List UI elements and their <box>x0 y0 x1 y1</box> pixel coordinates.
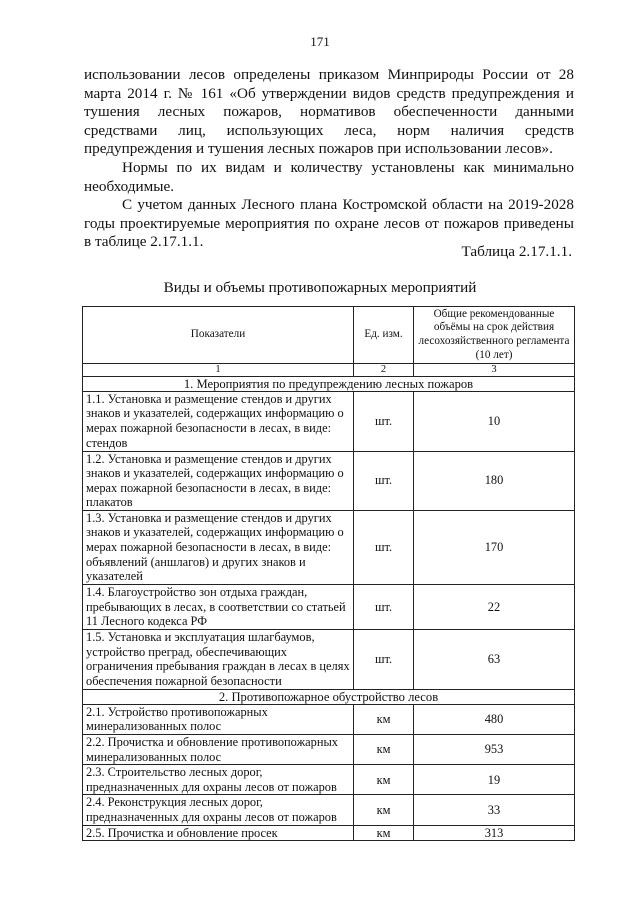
row-label: 2.1. Устройство противопожарных минерализованных полос <box>83 704 354 734</box>
row-label: 2.3. Строительство лесных дорог, предназначенных для охраны лесов от пожаров <box>83 765 354 795</box>
table-row <box>83 825 575 841</box>
header-volumes: Общие рекомендованные объёмы на срок действия лесохозяйственного регламента (10 лет) <box>414 307 575 364</box>
paragraph: С учетом данных Лесного плана Костромской области на 2019-2028 годы проектируемые мероприятия по охране лесов от пожаров приведены в таблице 2.17.1.1. <box>84 196 574 251</box>
table-row <box>83 795 575 825</box>
row-unit: км <box>354 825 414 841</box>
row-unit: шт. <box>354 584 414 629</box>
row-unit: шт. <box>354 391 414 451</box>
table-title: Виды и объемы противопожарных мероприятий <box>163 279 477 296</box>
table-row <box>83 391 575 451</box>
table-row <box>83 510 575 584</box>
row-value: 63 <box>414 629 575 689</box>
row-label: 1.4. Благоустройство зон отдыха граждан, пребывающих в лесах, в соответствии со статьей 11 Лесного кодекса РФ <box>83 584 354 629</box>
section-row <box>83 376 575 391</box>
row-value: 953 <box>414 735 575 765</box>
column-number: 3 <box>414 364 575 377</box>
row-value: 480 <box>414 704 575 734</box>
row-label: 1.2. Установка и размещение стендов и других знаков и указателей, содержащих информацию о мерах пожарной безопасности в лесах, в виде: плакатов <box>83 451 354 510</box>
row-label: 2.4. Реконструкция лесных дорог, предназначенных для охраны лесов от пожаров <box>83 795 354 825</box>
table-row <box>83 735 575 765</box>
row-value: 19 <box>414 765 575 795</box>
row-unit: км <box>354 765 414 795</box>
row-label: 1.3. Установка и размещение стендов и других знаков и указателей, содержащих информацию о мерах пожарной безопасности в лесах, в виде: объявлений (аншлагов) и других знаков и указателей <box>83 510 354 584</box>
row-unit: км <box>354 704 414 734</box>
table-caption: Таблица 2.17.1.1. <box>461 243 572 260</box>
row-label: 2.5. Прочистка и обновление просек <box>83 825 354 841</box>
row-value: 170 <box>414 510 575 584</box>
row-value: 313 <box>414 825 575 841</box>
row-unit: шт. <box>354 629 414 689</box>
section-title: 2. Противопожарное обустройство лесов <box>83 689 575 704</box>
paragraph: Нормы по их видам и количеству установлены как минимально необходимые. <box>84 158 574 195</box>
paragraph: использовании лесов определены приказом Минприроды России от 28 марта 2014 г. № 161 «Об утверждении видов средств предупреждения и тушения лесных пожаров, нормативов обеспеченности данными средствами лиц, использующих леса, норм наличия средств предупреждения и тушения лесных пожаров при использовании лесов». <box>84 66 574 158</box>
table-row <box>83 451 575 510</box>
row-value: 22 <box>414 584 575 629</box>
row-value: 10 <box>414 391 575 451</box>
column-number: 2 <box>354 364 414 377</box>
header-indicators: Показатели <box>83 307 354 364</box>
row-unit: км <box>354 735 414 765</box>
row-value: 33 <box>414 795 575 825</box>
table-row <box>83 584 575 629</box>
row-value: 180 <box>414 451 575 510</box>
column-number: 1 <box>83 364 354 377</box>
row-label: 2.2. Прочистка и обновление противопожарных минерализованных полос <box>83 735 354 765</box>
row-label: 1.1. Установка и размещение стендов и других знаков и указателей, содержащих информацию о мерах пожарной безопасности в лесах, в виде: стендов <box>83 391 354 451</box>
section-title: 1. Мероприятия по предупреждению лесных пожаров <box>83 376 575 391</box>
header-unit: Ед. изм. <box>354 307 414 364</box>
row-unit: шт. <box>354 510 414 584</box>
table-header-row <box>83 307 575 364</box>
table-row <box>83 704 575 734</box>
table-row <box>83 629 575 689</box>
row-unit: шт. <box>354 451 414 510</box>
measures-table <box>82 306 575 841</box>
body-text <box>84 66 574 252</box>
row-label: 1.5. Установка и эксплуатация шлагбаумов, устройство преград, обеспечивающих ограничения пребывания граждан в лесах в целях обеспечения пожарной безопасности <box>83 629 354 689</box>
section-row <box>83 689 575 704</box>
page-number: 171 <box>310 34 330 49</box>
row-unit: км <box>354 795 414 825</box>
column-number-row <box>83 364 575 377</box>
table-row <box>83 765 575 795</box>
